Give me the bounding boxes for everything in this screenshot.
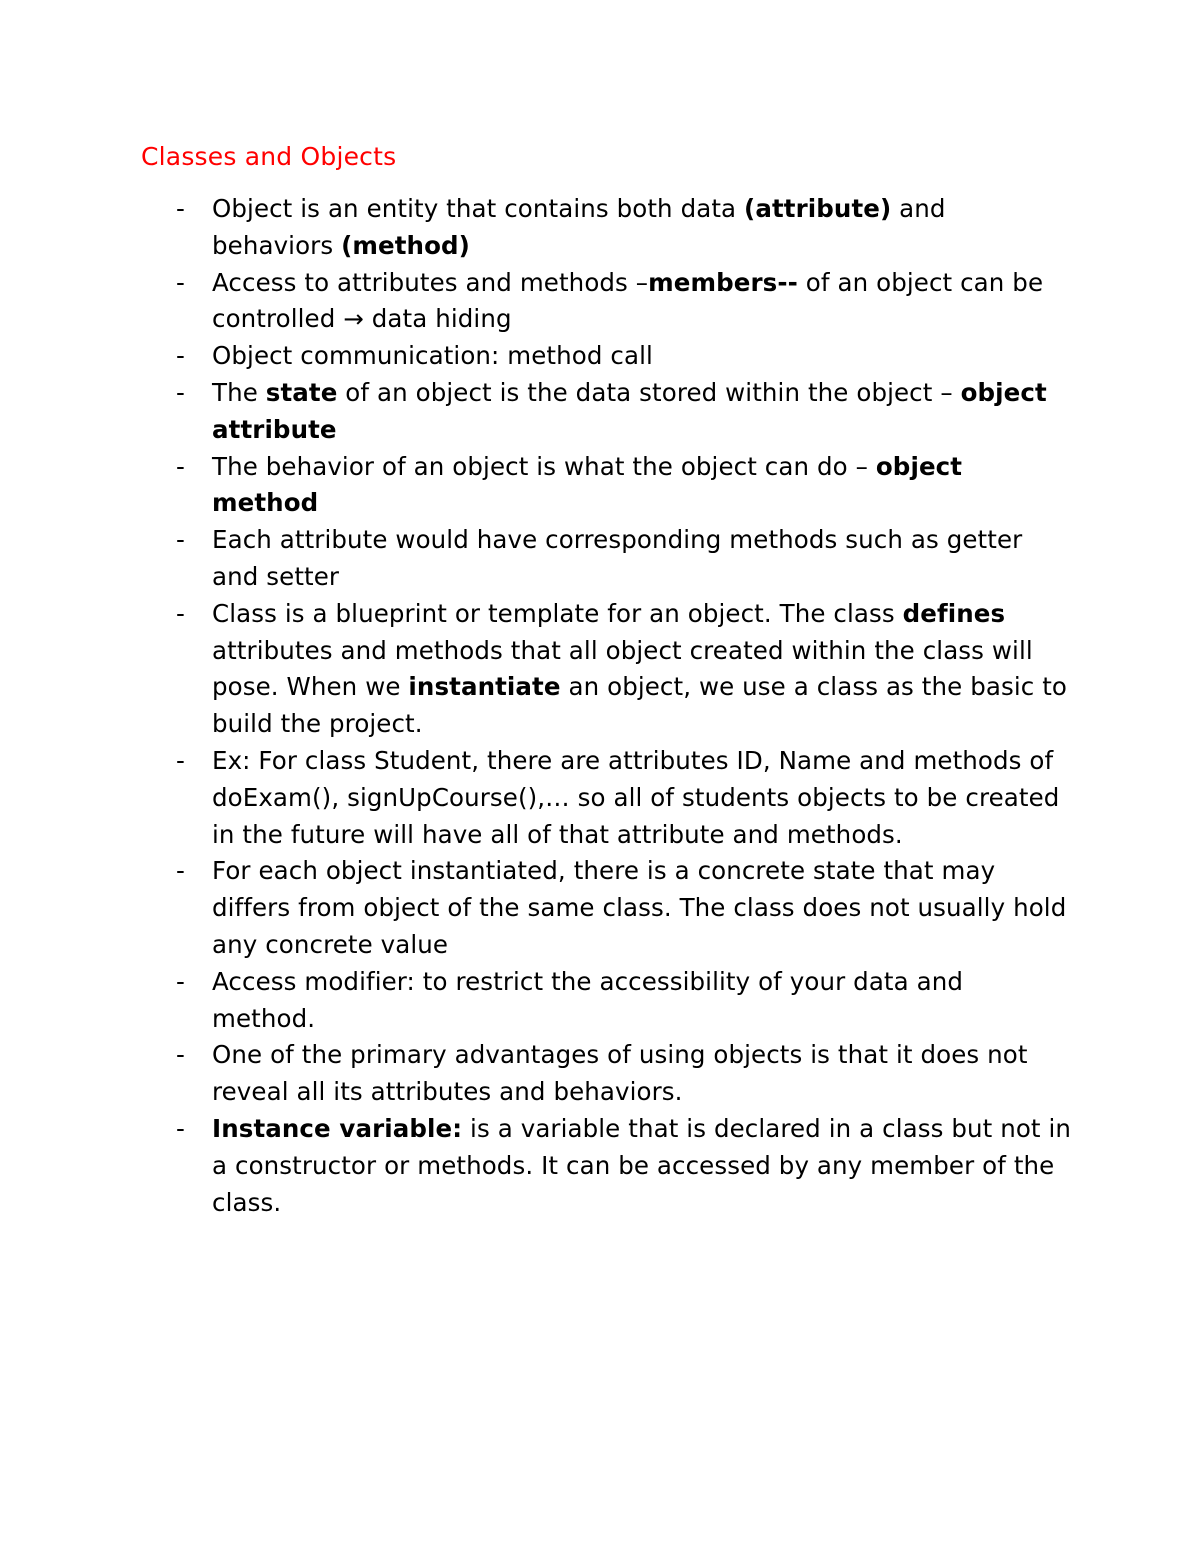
list-item-text: [212, 1040, 1028, 1106]
list-item-text: [212, 378, 1047, 444]
text-segment: is a variable that is declared in a class but not in a constructor or methods. It can be accessed by any member of the class.: [212, 1113, 1072, 1217]
bold-term: state: [265, 377, 338, 407]
text-segment: and behaviors: [212, 194, 946, 260]
text-segment: Access modifier: to restrict the accessibility of your data and method.: [212, 966, 964, 1033]
bullet-dash: -: [176, 341, 185, 371]
list-item: [0, 1111, 1072, 1221]
list-item-text: [212, 599, 1067, 738]
list-item: [0, 1037, 1072, 1111]
bold-term: (method): [341, 230, 470, 260]
text-segment: Class is a blueprint or template for an object. The class: [212, 598, 903, 628]
text-segment: of an object is the data stored within the object –: [337, 377, 961, 407]
list-item-text: [212, 1114, 1071, 1217]
bold-term: object attribute: [212, 377, 1047, 444]
bold-term: Instance variable:: [212, 1113, 463, 1143]
bullet-list: [0, 191, 1200, 1221]
text-segment: an object, we use a class as the basic to build the project.: [212, 672, 1067, 739]
text-segment: Object is an entity that contains both data: [212, 194, 745, 223]
bullet-dash: -: [176, 525, 185, 555]
list-item-text: [212, 452, 962, 518]
bullet-dash: -: [176, 451, 185, 481]
list-item-text: [212, 341, 653, 370]
list-item: [0, 191, 1072, 265]
bullet-dash: -: [176, 966, 185, 996]
text-segment: of an object can be controlled → data hiding: [212, 267, 1044, 334]
text-segment: The: [212, 377, 266, 407]
list-item-text: [212, 194, 946, 260]
list-item-text: [212, 525, 1022, 591]
bullet-dash: -: [176, 267, 185, 297]
bold-term: members--: [648, 267, 798, 297]
text-segment: attributes and methods that all object created within the class will pose. When we: [212, 635, 1033, 702]
text-segment: Object communication: method call: [212, 341, 653, 371]
bold-term: object method: [212, 451, 963, 518]
text-segment: Access to attributes and methods –: [212, 267, 649, 297]
bullet-dash: -: [176, 1040, 185, 1070]
list-item-text: [212, 746, 1059, 849]
bullet-dash: -: [176, 377, 185, 407]
text-segment: For each object instantiated, there is a concrete state that may differs from object of the same class. The class does not usually hold any concrete value: [212, 856, 1067, 959]
list-item: [0, 964, 1072, 1038]
list-item: [0, 338, 1072, 375]
list-item: [0, 596, 1072, 743]
list-item: [0, 375, 1072, 449]
list-item: [0, 743, 1072, 853]
bold-term: defines: [902, 598, 1006, 628]
list-item: [0, 522, 1072, 596]
bullet-dash: -: [176, 194, 185, 223]
bullet-dash: -: [176, 745, 185, 775]
bullet-dash: -: [176, 856, 185, 886]
text-segment: The behavior of an object is what the object can do –: [212, 451, 876, 481]
text-segment: Each attribute would have corresponding methods such as getter and setter: [212, 525, 1023, 591]
bold-term: (attribute): [744, 194, 892, 223]
text-segment: One of the primary advantages of using objects is that it does not reveal all its attributes and behaviors.: [212, 1040, 1028, 1107]
bold-term: instantiate: [408, 672, 561, 702]
list-item: [0, 449, 1072, 523]
bullet-dash: -: [176, 1113, 185, 1143]
bullet-dash: -: [176, 598, 185, 628]
list-item-text: [212, 967, 963, 1033]
page-title: Classes and Objects: [141, 142, 397, 171]
list-item-text: [212, 268, 1043, 334]
list-item-text: [212, 856, 1066, 959]
list-item: [0, 265, 1072, 339]
list-item: [0, 853, 1072, 963]
text-segment: Ex: For class Student, there are attributes ID, Name and methods of doExam(), signUpCourse(),… so all of students objects to be created in the future will have all of that attribute and methods.: [212, 745, 1060, 849]
